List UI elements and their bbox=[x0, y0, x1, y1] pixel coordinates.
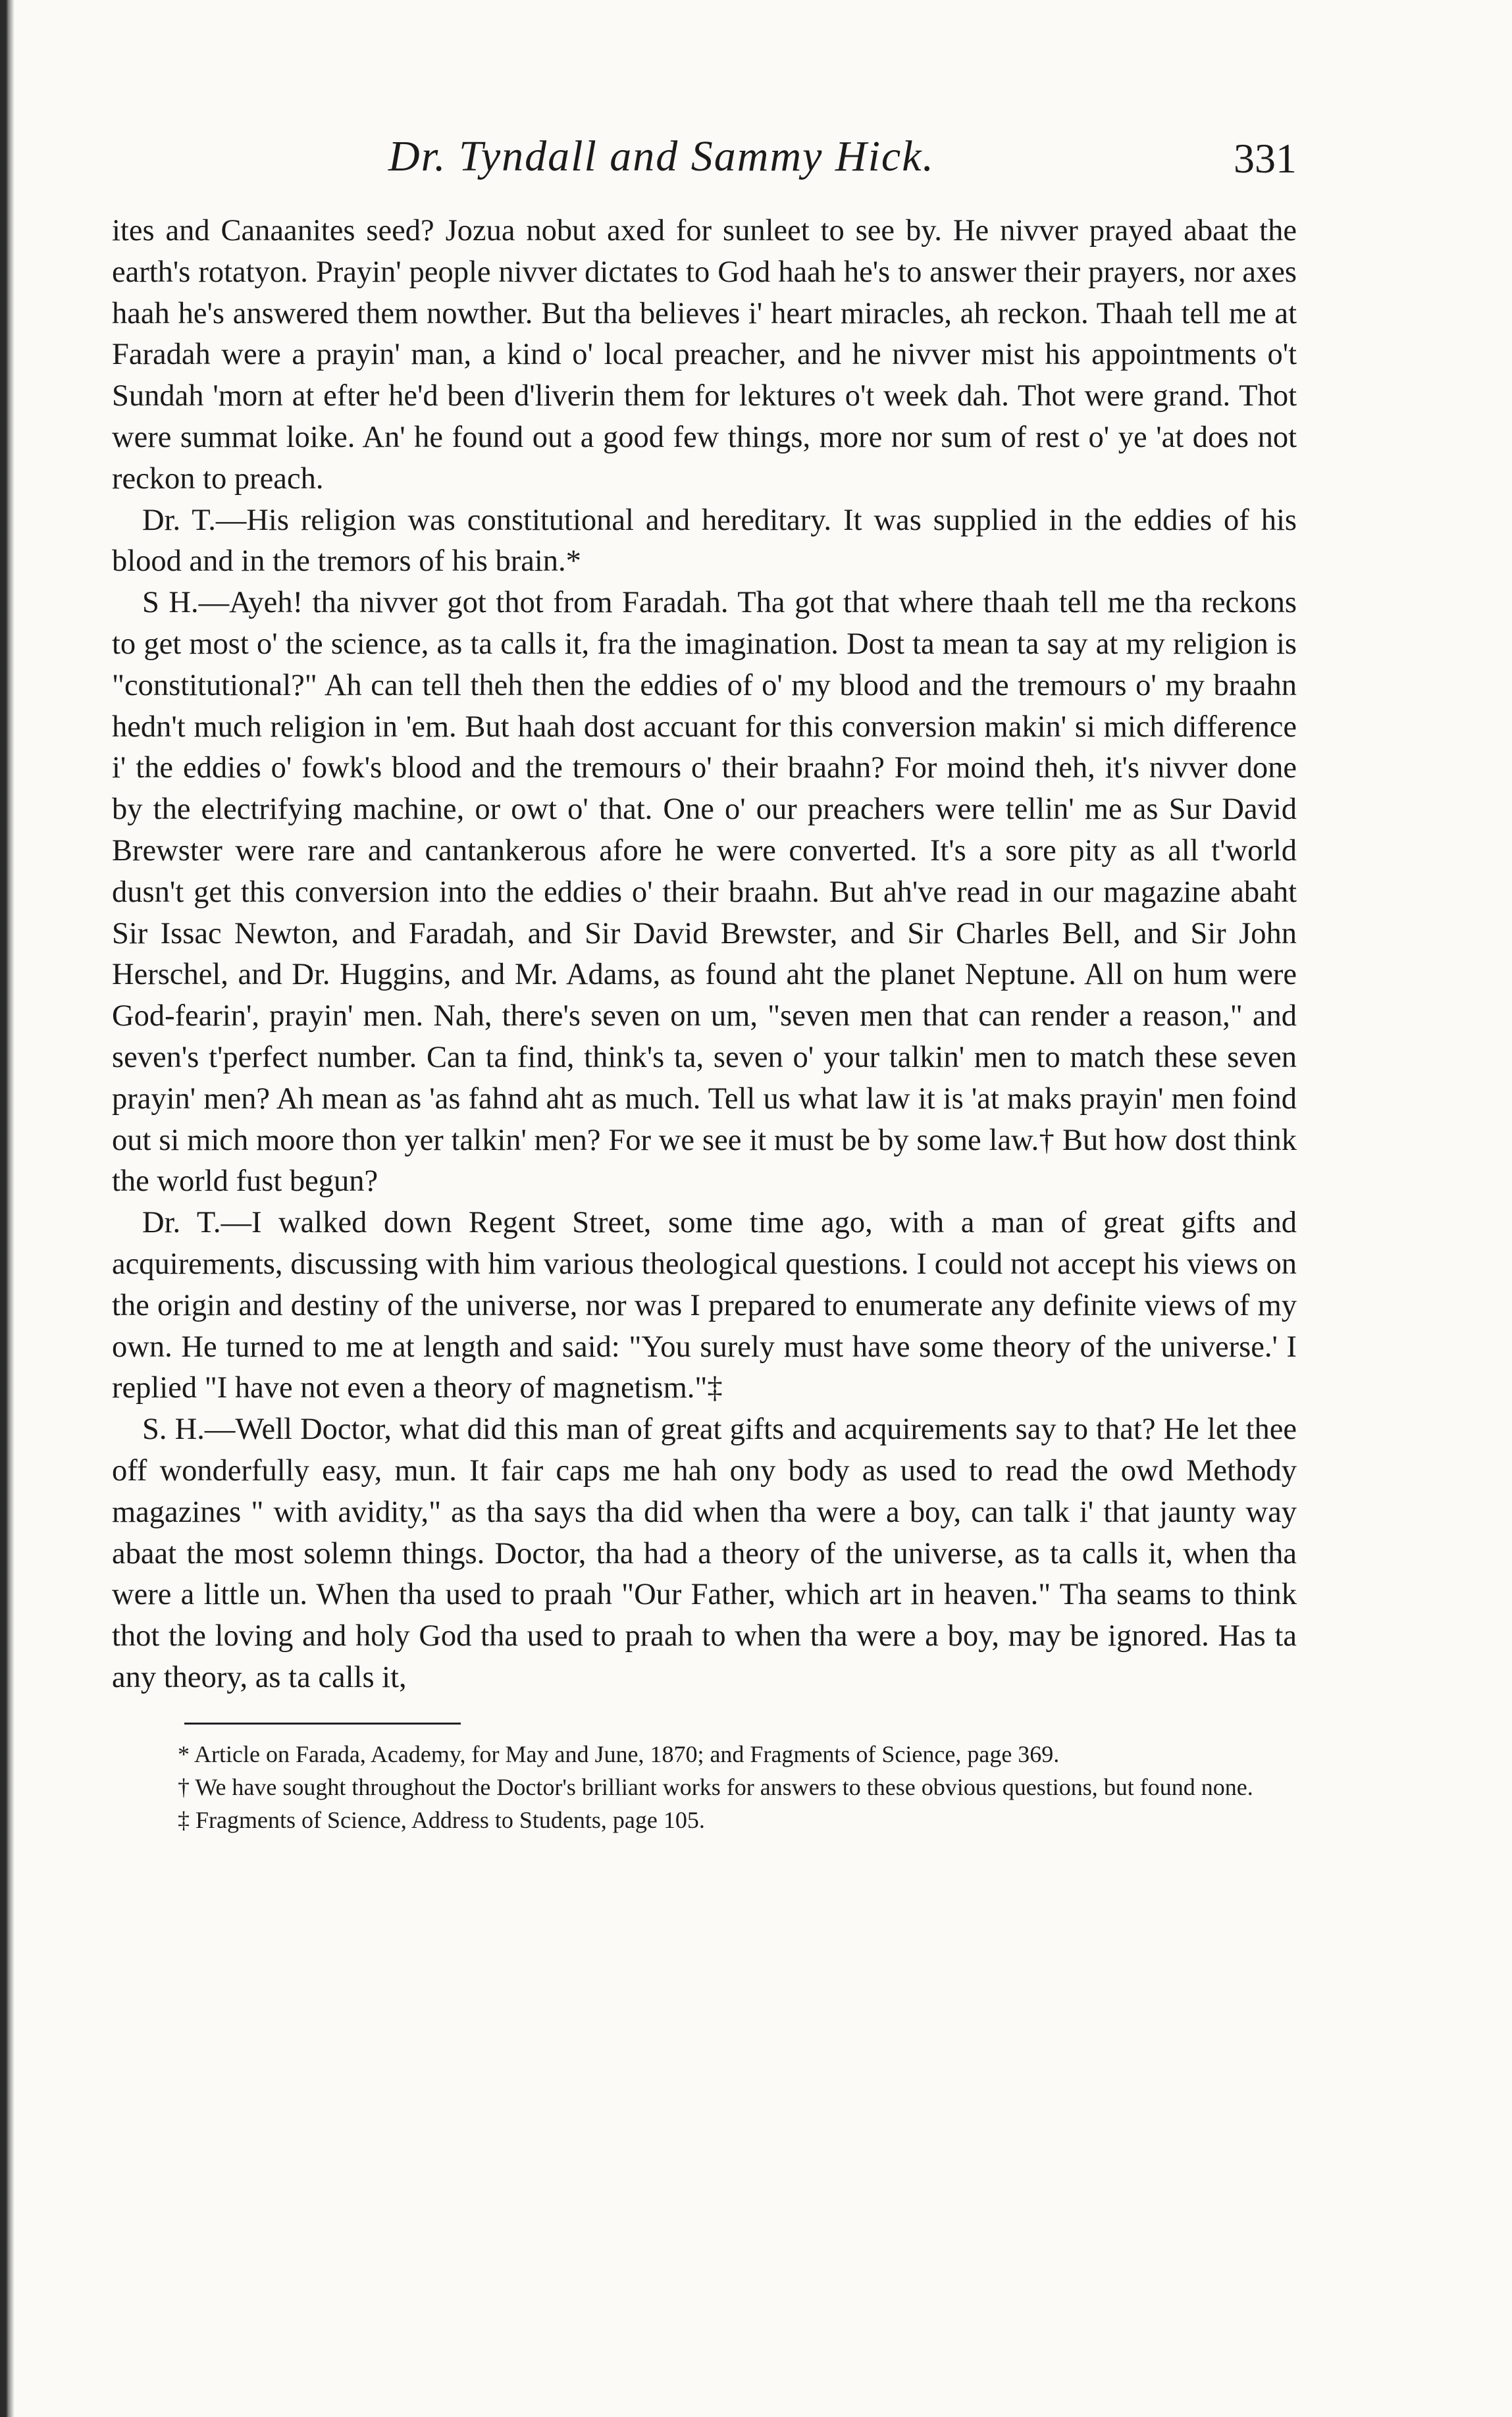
page-header bbox=[112, 132, 1297, 211]
footnotes bbox=[112, 1738, 1297, 1836]
footnote-asterisk: * Article on Farada, Academy, for May and June, 1870; and Fragments of Science, page 369. bbox=[178, 1740, 1060, 1767]
paragraph-dr-tyndall-1: Dr. T.—His religion was constitutional and hereditary. It was supplied in the eddies of his blood and in the tremors of his brain.* bbox=[112, 503, 1297, 579]
body-text bbox=[112, 211, 1297, 1699]
paragraph-continuation: ites and Canaanites seed? Jozua nobut axed for sunleet to see by. He nivver prayed abaat the earth's rotatyon. Prayin' people nivver dictates to God haah he's to answer their prayers, nor axes haah he's answered them nowther. But tha believes i' heart miracles, ah reckon. Thaah tell me at Faradah were a prayin' man, a kind o' local preacher, and he nivver mist his appointments o't Sundah 'morn at efter he'd been d'liverin them for lektures o't week dah. Thot were grand. Thot were summat loike. An' he found out a good few things, more nor sum of rest o' ye 'at does not reckon to preach. bbox=[112, 214, 1297, 496]
paragraph-dr-tyndall-2: Dr. T.—I walked down Regent Street, some time ago, with a man of great gifts and acquirements, discussing with him various theological questions. I could not accept his views on the origin and destiny of the universe, nor was I prepared to enumerate any definite views of my own. He turned to me at length and said: "You surely must have some theory of the universe.' I replied "I have not even a theory of magnetism."‡ bbox=[112, 1206, 1297, 1405]
footnote-rule bbox=[184, 1723, 461, 1725]
page-number: 331 bbox=[1234, 135, 1297, 182]
book-page bbox=[112, 132, 1297, 1836]
paragraph-sammy-hick-1: S H.—Ayeh! tha nivver got thot from Faradah. Tha got that where thaah tell me tha reckons to get most o' the science, as ta calls it, fra the imagination. Dost ta mean ta say at my religion is "constitutional?" Ah can tell theh then the eddies of o' my blood and the tremours o' my braahn hedn't much religion in 'em. But haah dost accuant for this conversion makin' si mich difference i' the eddies o' fowk's blood and the tremours o' their braahn? For moind theh, it's nivver done by the electrifying machine, or owt o' that. One o' our preachers were tellin' me as Sur David Brewster were rare and cantankerous afore he were converted. It's a sore pity as all t'world dusn't get this conversion into the eddies o' their braahn. But ah've read in our magazine abaht Sir Issac Newton, and Faradah, and Sir David Brewster, and Sir Charles Bell, and Sir John Herschel, and Dr. Huggins, and Mr. Adams, as found aht the planet Neptune. All on hum were God-fearin', prayin' men. Nah, there's seven on um, "seven men that can render a reason," and seven's t'perfect number. Can ta find, think's ta, seven o' your talkin' men to match these seven prayin' men? Ah mean as 'as fahnd aht as much. Tell us what law it is 'at maks prayin' men foind out si mich moore thon yer talkin' men? For we see it must be by some law.† But how dost think the world fust begun? bbox=[112, 586, 1297, 1199]
footnote-double-dagger: ‡ Fragments of Science, Address to Students, page 105. bbox=[178, 1806, 705, 1833]
paragraph-sammy-hick-2: S. H.—Well Doctor, what did this man of great gifts and acquirements say to that? He let thee off wonderfully easy, mun. It fair caps me hah ony body as used to read the owd Methody magazines " with avidity," as tha says tha did when tha were a boy, can talk i' that jaunty way abaat the most solemn things. Doctor, tha had a theory of the universe, as ta calls it, when tha were a little un. When tha used to praah "Our Father, which art in heaven." Tha seams to think thot the loving and holy God tha used to praah to when tha were a boy, may be ignored. Has ta any theory, as ta calls it, bbox=[112, 1413, 1297, 1694]
footnote-dagger: † We have sought throughout the Doctor's brilliant works for answers to these obvious questions, but found none. bbox=[178, 1773, 1253, 1800]
book-spine-edge bbox=[0, 0, 14, 2417]
running-title: Dr. Tyndall and Sammy Hick. bbox=[388, 132, 935, 180]
